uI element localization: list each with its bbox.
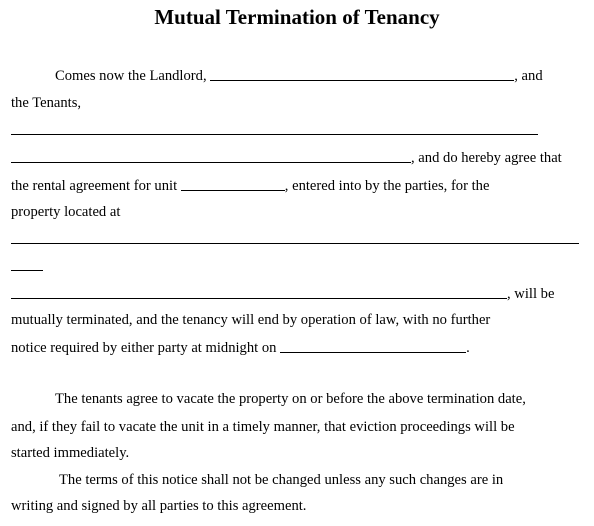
terms-line-1: The terms of this notice shall not be changed unless any such changes are in [59, 472, 504, 488]
tenants-label: the Tenants, [11, 95, 82, 111]
property-address-line-3 [11, 284, 554, 303]
unit-line-suffix: , entered into by the parties, for the [284, 178, 490, 194]
vacate-line-2: and, if they fail to vacate the unit in a timely manner, that eviction proceedings will be [11, 419, 515, 435]
termination-date-blank[interactable] [280, 339, 466, 353]
property-address-blank-1[interactable] [11, 243, 579, 244]
vacate-line-3: started immediately. [11, 445, 130, 461]
vacate-line-1: The tenants agree to vacate the property on or before the above termination date, [55, 391, 526, 407]
tenants-name-blank-2[interactable] [11, 149, 411, 163]
notice-line [11, 338, 470, 357]
tenants-line-suffix: , and do hereby agree that [411, 150, 562, 166]
unit-number-blank[interactable] [181, 177, 285, 191]
unit-line [11, 176, 489, 195]
landlord-label: Comes now the Landlord, [55, 68, 207, 84]
landlord-line [55, 66, 543, 85]
termination-line: mutually terminated, and the tenancy will end by operation of law, with no further [11, 312, 491, 328]
notice-label: notice required by either party at midnight on [11, 340, 277, 356]
property-address-blank-3[interactable] [11, 285, 507, 299]
terms-line-2: writing and signed by all parties to this agreement. [11, 498, 307, 514]
tenants-name-blank-1[interactable] [11, 134, 538, 135]
will-be-suffix: , will be [507, 286, 555, 302]
landlord-line-suffix: , and [514, 68, 543, 84]
property-label: property located at [11, 204, 121, 220]
document-title: Mutual Termination of Tenancy [154, 5, 440, 29]
unit-label: the rental agreement for unit [11, 178, 178, 194]
tenants-line-2 [11, 148, 562, 167]
landlord-name-blank[interactable] [210, 67, 514, 81]
property-address-blank-2[interactable] [11, 270, 43, 271]
notice-line-suffix: . [466, 340, 470, 356]
